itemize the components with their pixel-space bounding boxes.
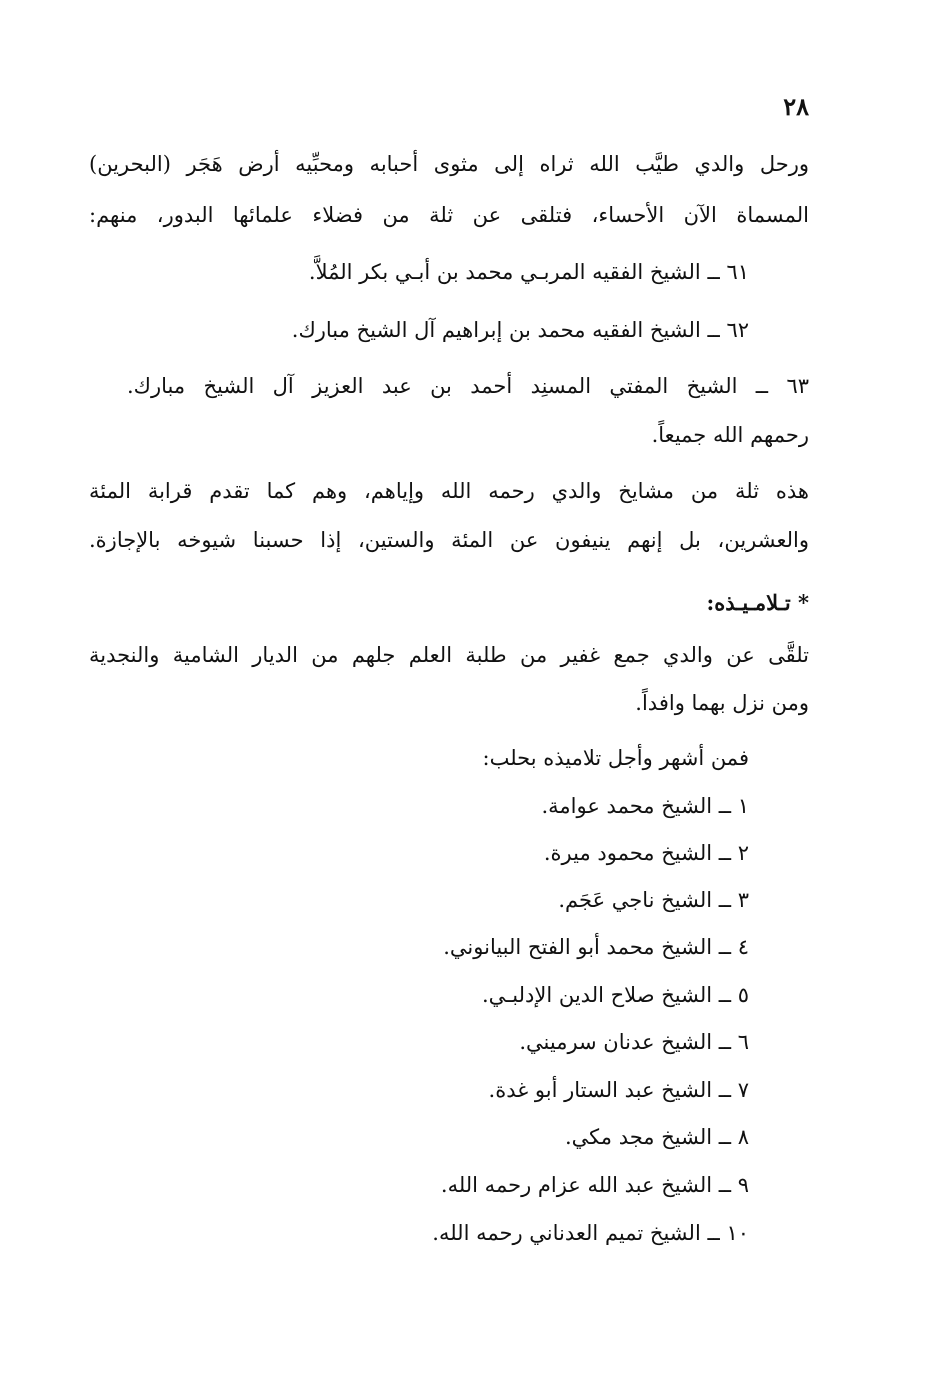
intro-line-1: ورحل والدي طيَّب الله ثراه إلى مثوى أحبابه ومحبِّيه أرض هَجَر (البحرين) [89,152,809,176]
student-item: ٧ ــ الشيخ عبد الستار أبو غدة. [488,1078,749,1102]
summary-line-1: هذه ثلة من مشايخ والدي رحمه الله وإياهم، وهم كما تقدم قرابة المئة [89,479,809,503]
student-item: ٣ ــ الشيخ ناجي عَجَم. [558,888,749,912]
student-item: ٤ ــ الشيخ محمد أبو الفتح البيانوني. [443,935,749,959]
student-item: ٨ ــ الشيخ مجد مكي. [565,1125,749,1149]
students-lead: فمن أشهر وأجل تلاميذه بحلب: [482,746,749,770]
student-item: ١٠ ــ الشيخ تميم العدناني رحمه الله. [432,1221,749,1245]
student-item: ٦ ــ الشيخ عدنان سرميني. [519,1030,749,1054]
summary-line-2: والعشرين، بل إنهم ينيفون عن المئة والستين، إذا حسبنا شيوخه بالإجازة. [89,528,809,552]
page-number: ٢٨ [783,92,809,121]
students-intro-line-1: تلقَّى عن والدي جمع غفير من طلبة العلم جلهم من الديار الشامية والنجدية [89,643,809,667]
teacher-item: ٦١ ــ الشيخ الفقيه المربـي محمد بن أبـي بكر المُلاَّ. [308,260,749,284]
teacher-item: ٦٢ ــ الشيخ الفقيه محمد بن إبراهيم آل الشيخ مبارك. [291,318,749,342]
students-intro-line-2: ومن نزل بهما وافداً. [635,691,809,715]
student-item: ١ ــ الشيخ محمد عوامة. [541,794,749,818]
teachers-closing: رحمهم الله جميعاً. [651,423,809,447]
student-item: ٥ ــ الشيخ صلاح الدين الإدلبـي. [481,983,749,1007]
students-heading: * تـلامـيـذه: [706,590,809,615]
intro-line-2: المسماة الآن الأحساء، فتلقى عن ثلة من فضلاء علمائها البدور، منهم: [89,203,809,227]
student-item: ٢ ــ الشيخ محمود ميرة. [543,841,749,865]
teacher-item: ٦٣ ــ الشيخ المفتي المسنِد أحمد بن عبد العزيز آل الشيخ مبارك. [127,374,809,398]
student-item: ٩ ــ الشيخ عبد الله عزام رحمه الله. [440,1173,749,1197]
